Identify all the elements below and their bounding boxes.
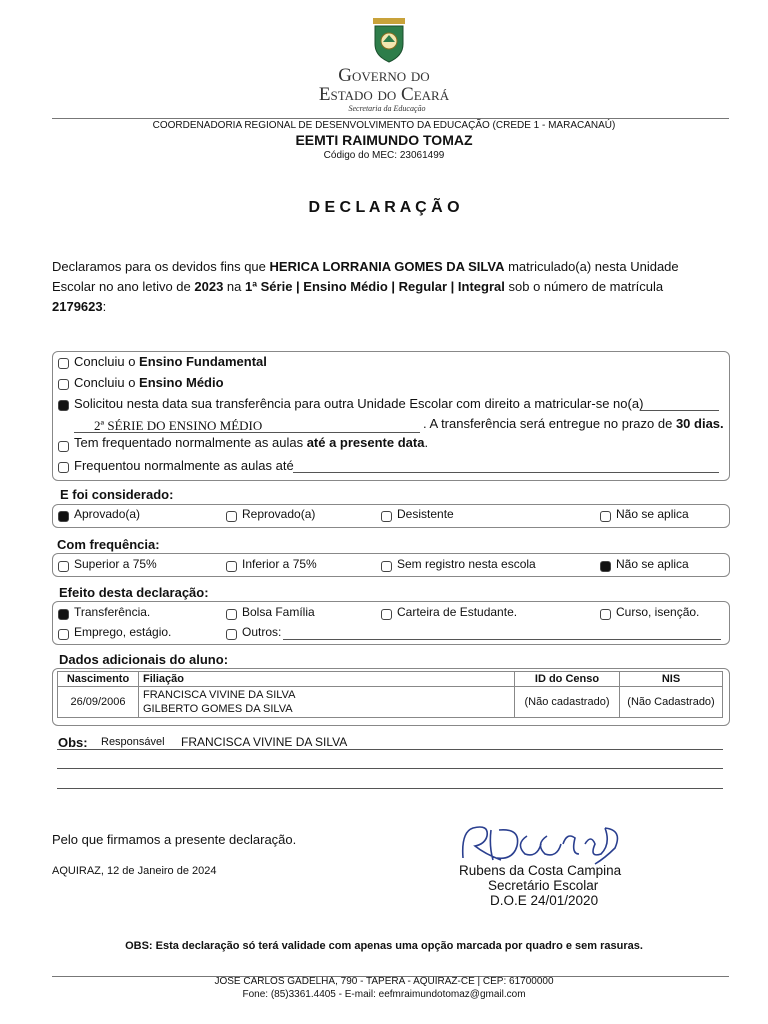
course-info: 1ª Série | Ensino Médio | Regular | Integral: [244, 279, 505, 294]
signer-role: Secretário Escolar: [488, 878, 599, 893]
status-frequentado-label: Tem frequentado normalmente as aulas até a presente data.: [74, 435, 429, 450]
intro-text-4: sob o número de matrícula: [504, 279, 664, 294]
obs-label: Obs:: [58, 735, 88, 750]
dados-row: [58, 687, 723, 718]
intro-text-1: Declaramos para os devidos fins que: [52, 259, 270, 274]
filiacao-header: Filiação: [139, 672, 515, 687]
intro-paragraph: [52, 257, 692, 317]
status-medio-checkbox[interactable]: [58, 379, 69, 390]
status-medio-label: Concluiu o Ensino Médio: [74, 375, 224, 390]
censo-value: (Não cadastrado): [515, 687, 620, 718]
student-name: HERICA LORRANIA GOMES DA SILVA: [269, 259, 505, 274]
gov-line-2: Estado do Ceará: [318, 84, 450, 105]
outros-label: Outros:: [242, 625, 282, 639]
transferencia-label: Transferência.: [74, 605, 151, 619]
matricula-number: 2179623: [52, 299, 103, 314]
emprego-estagio-label: Emprego, estágio.: [74, 625, 172, 639]
footer-address: JOSE CARLOS GADELHA, 790 - TAPERA - AQUIRAZ-CE | CEP: 61700000: [214, 976, 554, 987]
censo-header: ID do Censo: [515, 672, 620, 687]
closing-text: Pelo que firmamos a presente declaração.: [52, 832, 297, 847]
school-year: 2023: [194, 279, 224, 294]
filiacao-pai: GILBERTO GOMES DA SILVA: [143, 703, 293, 715]
frequencia-nao-se-aplica-checkbox[interactable]: [600, 561, 611, 572]
frequentou-date-line: [293, 472, 719, 473]
outros-line: [283, 639, 721, 640]
sem-registro-label: Sem registro nesta escola: [397, 557, 536, 571]
page-title: D E C L A R A Ç Ã O: [308, 199, 460, 216]
obs-line-1: [57, 749, 723, 750]
desistente-checkbox[interactable]: [381, 511, 392, 522]
mec-code: Código do MEC: 23061499: [323, 150, 445, 161]
school-name: EEMTI RAIMUNDO TOMAZ: [295, 132, 473, 148]
reprovado-checkbox[interactable]: [226, 511, 237, 522]
footer-contact: Fone: (85)3361.4405 - E-mail: eefmraimundotomaz@gmail.com: [242, 989, 526, 1000]
considerado-nao-se-aplica-label: Não se aplica: [616, 507, 689, 521]
reprovado-label: Reprovado(a): [242, 507, 316, 521]
nis-value: (Não Cadastrado): [620, 687, 723, 718]
emprego-estagio-checkbox[interactable]: [58, 629, 69, 640]
obs-line-3: [57, 788, 723, 789]
considerado-heading: E foi considerado:: [60, 487, 174, 502]
efeito-heading: Efeito desta declaração:: [59, 585, 209, 600]
desistente-label: Desistente: [397, 507, 454, 521]
frequencia-heading: Com frequência:: [57, 537, 160, 552]
bolsa-familia-checkbox[interactable]: [226, 609, 237, 620]
intro-text-3: na: [223, 279, 245, 294]
aprovado-checkbox[interactable]: [58, 511, 69, 522]
status-transfer-checkbox[interactable]: [58, 400, 69, 411]
place-date: AQUIRAZ, 12 de Janeiro de 2024: [52, 865, 217, 877]
nascimento-header: Nascimento: [58, 672, 139, 687]
responsavel-name: FRANCISCA VIVINE DA SILVA: [181, 735, 348, 749]
considerado-nao-se-aplica-checkbox[interactable]: [600, 511, 611, 522]
state-coat-of-arms-logo: [369, 16, 409, 64]
dados-heading: Dados adicionais do aluno:: [59, 652, 229, 667]
status-fundamental-label: Concluiu o Ensino Fundamental: [74, 354, 267, 369]
transferencia-checkbox[interactable]: [58, 609, 69, 620]
carteira-estudante-checkbox[interactable]: [381, 609, 392, 620]
crede-name: COORDENADORIA REGIONAL DE DESENVOLVIMENTO DA EDUCAÇÃO (CREDE 1 - MARACANAÚ): [152, 120, 616, 131]
inferior-75-label: Inferior a 75%: [242, 557, 317, 571]
outros-checkbox[interactable]: [226, 629, 237, 640]
serie-value: 2ª SÉRIE DO ENSINO MÉDIO: [94, 418, 263, 433]
carteira-estudante-label: Carteira de Estudante.: [397, 605, 518, 619]
curso-isencao-label: Curso, isenção.: [616, 605, 700, 619]
signer-name: Rubens da Costa Campina: [459, 863, 622, 878]
dados-table: [57, 671, 723, 718]
filiacao-mae: FRANCISCA VIVINE DA SILVA: [143, 689, 296, 701]
aprovado-label: Aprovado(a): [74, 507, 141, 521]
superior-75-checkbox[interactable]: [58, 561, 69, 572]
intro-text-2: matriculado(a) nesta Unidade Escolar no ano letivo de: [52, 259, 679, 294]
superior-75-label: Superior a 75%: [74, 557, 157, 571]
sem-registro-checkbox[interactable]: [381, 561, 392, 572]
nis-header: NIS: [620, 672, 723, 687]
curso-isencao-checkbox[interactable]: [600, 609, 611, 620]
dados-header-row: [58, 672, 723, 687]
signer-doe: D.O.E 24/01/2020: [490, 893, 599, 908]
validity-note: OBS: Esta declaração só terá validade com apenas uma opção marcada por quadro e sem rasuras.: [125, 940, 643, 952]
gov-line-1: Governo do: [338, 65, 430, 86]
status-fundamental-checkbox[interactable]: [58, 358, 69, 369]
intro-text-5: :: [102, 299, 107, 314]
filiacao-value: [139, 687, 515, 718]
frequencia-nao-se-aplica-label: Não se aplica: [616, 557, 689, 571]
status-frequentou-checkbox[interactable]: [58, 462, 69, 473]
responsavel-label: Responsável: [101, 736, 165, 748]
status-transfer-label: Solicitou nesta data sua transferência para outra Unidade Escolar com direito a matricular-se no(a): [74, 396, 644, 411]
status-frequentado-checkbox[interactable]: [58, 441, 69, 452]
obs-line-2: [57, 768, 723, 769]
inferior-75-checkbox[interactable]: [226, 561, 237, 572]
transfer-school-line: [640, 410, 719, 411]
status-frequentou-label: Frequentou normalmente as aulas até: [74, 458, 294, 473]
bolsa-familia-label: Bolsa Família: [242, 605, 315, 619]
nascimento-value: 26/09/2006: [58, 687, 139, 718]
gov-line-3: Secretaria da Educação: [348, 104, 426, 113]
transfer-deadline: . A transferência será entregue no prazo de 30 dias.: [423, 416, 724, 431]
